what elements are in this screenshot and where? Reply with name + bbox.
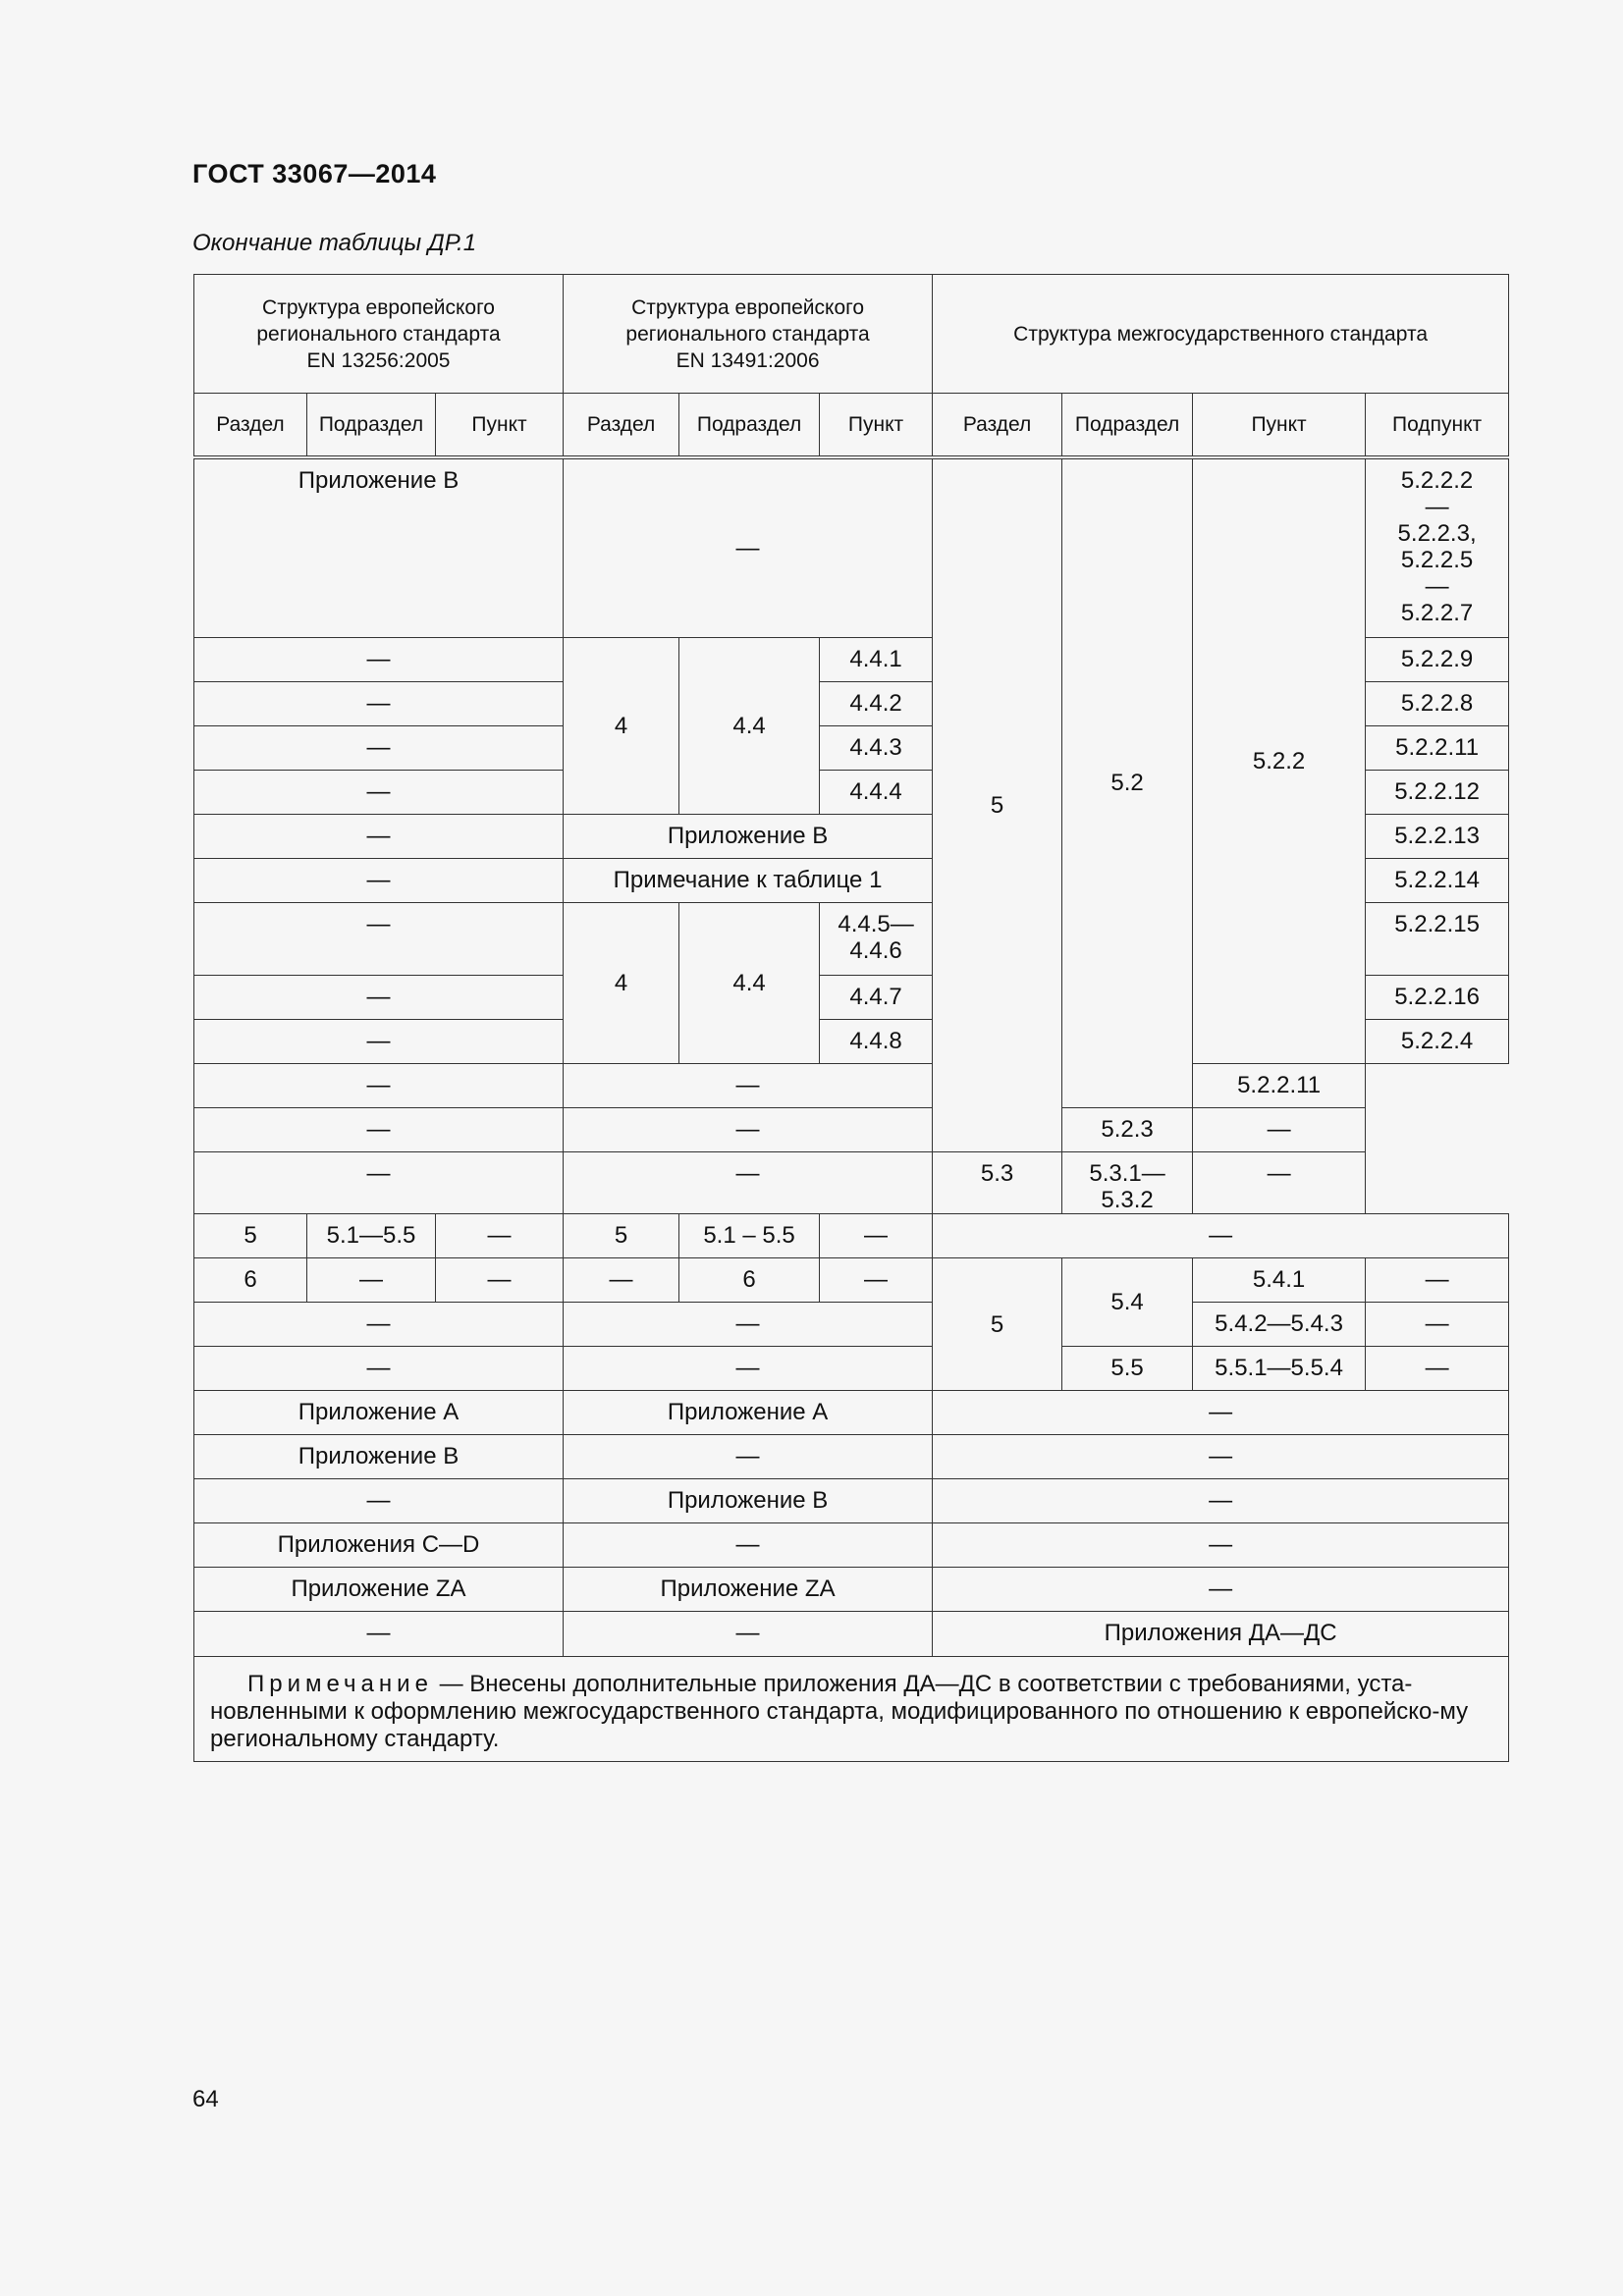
table-cell: — bbox=[194, 1152, 564, 1214]
table-cell: 5.5 bbox=[1062, 1347, 1193, 1391]
table-cell: 4.4.2 bbox=[820, 682, 933, 726]
table-cell: 6 bbox=[679, 1258, 820, 1303]
table-cell: 4 bbox=[564, 638, 679, 815]
table-cell: — bbox=[564, 1108, 933, 1152]
table-row bbox=[194, 1214, 1509, 1258]
table-cell: 5.5.1—5.5.4 bbox=[1193, 1347, 1366, 1391]
table-cell: — bbox=[564, 1152, 933, 1214]
note-lead: Примечание bbox=[247, 1671, 433, 1697]
cell-line: 4.4.6 bbox=[849, 937, 902, 964]
table-cell: — bbox=[1193, 1108, 1366, 1152]
table-cell: 5.2.2.11 bbox=[1193, 1064, 1366, 1108]
table-row bbox=[194, 1391, 1509, 1435]
table-cell: — bbox=[1366, 1347, 1509, 1391]
table-cell: — bbox=[564, 1303, 933, 1347]
cell-line: 5.2.2.7 bbox=[1400, 599, 1474, 626]
column-header: Подпункт bbox=[1366, 394, 1509, 457]
column-header: Пункт bbox=[436, 394, 564, 457]
table-cell: Примечание к таблице 1 bbox=[564, 859, 933, 903]
table-cell: — bbox=[1366, 1303, 1509, 1347]
table-row bbox=[194, 1347, 1509, 1391]
table-cell: 5.2.2.14 bbox=[1366, 859, 1509, 903]
table-cell: — bbox=[933, 1214, 1509, 1258]
table-cell: — bbox=[194, 1479, 564, 1523]
table-cell: Приложение В bbox=[564, 1479, 933, 1523]
table-cell: 5.3 bbox=[933, 1152, 1062, 1214]
table-note bbox=[194, 1657, 1509, 1762]
table-cell: — bbox=[564, 1435, 933, 1479]
table-cell: 5.2.2.8 bbox=[1366, 682, 1509, 726]
table-row bbox=[194, 1435, 1509, 1479]
column-header: Подраздел bbox=[679, 394, 820, 457]
table-note-row bbox=[194, 1657, 1509, 1762]
cell-line: 5.2.2.2 bbox=[1400, 466, 1474, 494]
group-header-line: регионального стандарта bbox=[625, 322, 870, 346]
cell-line: — bbox=[1425, 493, 1449, 520]
table-cell: 5.2 bbox=[1062, 457, 1193, 1108]
column-header: Раздел bbox=[933, 394, 1062, 457]
table-cell: 5 bbox=[564, 1214, 679, 1258]
column-header: Пункт bbox=[820, 394, 933, 457]
table-cell: 5.2.2.15 bbox=[1366, 903, 1509, 976]
group-header-interstate: Структура межгосударственного стандарта bbox=[933, 275, 1509, 394]
table-cell: — bbox=[564, 1523, 933, 1568]
table-cell: Приложение В bbox=[194, 1435, 564, 1479]
table-cell: — bbox=[194, 1612, 564, 1657]
table-cell: 5.4.2—5.4.3 bbox=[1193, 1303, 1366, 1347]
table-cell: Приложения ДА—ДС bbox=[933, 1612, 1509, 1657]
column-header: Подраздел bbox=[1062, 394, 1193, 457]
table-cell: — bbox=[194, 1064, 564, 1108]
table-cell: Приложение А bbox=[564, 1391, 933, 1435]
table-cell: 5.3.1—5.3.2 bbox=[1062, 1152, 1193, 1214]
table-cell: — bbox=[564, 1064, 933, 1108]
table-cell bbox=[820, 903, 933, 976]
table-cell: 4.4.7 bbox=[820, 976, 933, 1020]
group-header-line: EN 13256:2005 bbox=[306, 348, 451, 372]
cell-line: 4.4.5— bbox=[838, 911, 914, 937]
note-text: — Внесены дополнительные приложения ДА—ДС в соответствии с требованиями, уста-новленными к оформлению межгосударственного стандарта, модифицированного по отношению к европейско-му региональному стандарту. bbox=[210, 1671, 1469, 1752]
cell-line: 5.2.2.3, bbox=[1397, 519, 1477, 547]
table-cell: — bbox=[194, 976, 564, 1020]
table-cell: 5.2.2.4 bbox=[1366, 1020, 1509, 1064]
table-cell: 5.4.1 bbox=[1193, 1258, 1366, 1303]
table-row bbox=[194, 457, 1509, 638]
table-cell: Приложение А bbox=[194, 1391, 564, 1435]
table-cell: Приложение ZA bbox=[564, 1568, 933, 1612]
table-cell: — bbox=[1366, 1258, 1509, 1303]
table-row bbox=[194, 1479, 1509, 1523]
table-cell: 4.4.8 bbox=[820, 1020, 933, 1064]
column-header: Раздел bbox=[564, 394, 679, 457]
table-cell: — bbox=[194, 1020, 564, 1064]
table-cell: 5.2.2.13 bbox=[1366, 815, 1509, 859]
table-cell: — bbox=[194, 638, 564, 682]
group-header-line: регионального стандарта bbox=[256, 322, 501, 346]
table-cell: 5 bbox=[194, 1214, 307, 1258]
table-cell: — bbox=[194, 1303, 564, 1347]
table-cell: — bbox=[194, 1108, 564, 1152]
table-cell: 6 bbox=[194, 1258, 307, 1303]
cell-line: — bbox=[1425, 572, 1449, 600]
document-header: ГОСТ 33067—2014 bbox=[192, 159, 437, 188]
group-header-en13256 bbox=[194, 275, 564, 394]
table-cell: — bbox=[564, 1258, 679, 1303]
table-cell: — bbox=[194, 1347, 564, 1391]
table-cell: — bbox=[933, 1479, 1509, 1523]
table-cell: 5.2.2 bbox=[1193, 457, 1366, 1064]
table-cell: 4.4 bbox=[679, 638, 820, 815]
table-cell: — bbox=[933, 1568, 1509, 1612]
table-cell: — bbox=[194, 859, 564, 903]
table-row bbox=[194, 1523, 1509, 1568]
table-cell: Приложение ZA bbox=[194, 1568, 564, 1612]
table-cell: 5.1—5.5 bbox=[307, 1214, 436, 1258]
group-header-line: Структура европейского bbox=[631, 295, 864, 319]
table-cell: Приложения С—D bbox=[194, 1523, 564, 1568]
table-cell: — bbox=[194, 726, 564, 771]
table-cell: Приложение В bbox=[564, 815, 933, 859]
table-cell: — bbox=[436, 1258, 564, 1303]
cell-line: 5.2.2.5 bbox=[1400, 546, 1474, 573]
group-header-line: EN 13491:2006 bbox=[676, 348, 820, 372]
table-cell: — bbox=[933, 1523, 1509, 1568]
table-row bbox=[194, 1568, 1509, 1612]
table-cell: — bbox=[194, 815, 564, 859]
table-cell: — bbox=[564, 457, 933, 638]
table-cell: — bbox=[194, 771, 564, 815]
table-cell: — bbox=[820, 1258, 933, 1303]
table-cell: 5.1 – 5.5 bbox=[679, 1214, 820, 1258]
table-cell: 5.4 bbox=[1062, 1258, 1193, 1347]
table-cell: 5 bbox=[933, 1258, 1062, 1391]
table-cell: — bbox=[820, 1214, 933, 1258]
table-cell: 5.2.3 bbox=[1062, 1108, 1193, 1152]
table-cell: — bbox=[436, 1214, 564, 1258]
table-cell: — bbox=[933, 1391, 1509, 1435]
page-number: 64 bbox=[192, 2086, 219, 2112]
table-cell: — bbox=[564, 1612, 933, 1657]
table-cell: 4.4.1 bbox=[820, 638, 933, 682]
comparison-table-wrapper bbox=[193, 274, 1509, 1762]
table-header-columns bbox=[194, 394, 1509, 457]
table-cell: — bbox=[933, 1435, 1509, 1479]
table-cell: — bbox=[564, 1347, 933, 1391]
table-row bbox=[194, 1258, 1509, 1303]
table-header-groups bbox=[194, 275, 1509, 394]
comparison-table bbox=[193, 274, 1509, 1762]
table-cell: Приложение В bbox=[194, 457, 564, 638]
table-cell: 4 bbox=[564, 903, 679, 1064]
column-header: Подраздел bbox=[307, 394, 436, 457]
table-cell: 5.2.2.11 bbox=[1366, 726, 1509, 771]
group-header-line: Структура европейского bbox=[262, 295, 495, 319]
table-cell: — bbox=[307, 1258, 436, 1303]
column-header: Раздел bbox=[194, 394, 307, 457]
table-row bbox=[194, 1152, 1509, 1214]
table-row bbox=[194, 1303, 1509, 1347]
table-cell: 5 bbox=[933, 457, 1062, 1152]
table-cell: 5.2.2.16 bbox=[1366, 976, 1509, 1020]
table-cell: — bbox=[1193, 1152, 1366, 1214]
table-caption: Окончание таблицы ДР.1 bbox=[192, 230, 477, 256]
table-cell: 4.4.4 bbox=[820, 771, 933, 815]
table-cell: 4.4.3 bbox=[820, 726, 933, 771]
table-cell: 4.4 bbox=[679, 903, 820, 1064]
table-row bbox=[194, 1612, 1509, 1657]
table-cell: — bbox=[194, 903, 564, 976]
table-row bbox=[194, 1108, 1509, 1152]
table-cell: 5.2.2.12 bbox=[1366, 771, 1509, 815]
group-header-en13491 bbox=[564, 275, 933, 394]
column-header: Пункт bbox=[1193, 394, 1366, 457]
table-cell: 5.2.2.9 bbox=[1366, 638, 1509, 682]
table-cell bbox=[1366, 457, 1509, 638]
table-cell: — bbox=[194, 682, 564, 726]
table-row bbox=[194, 1064, 1509, 1108]
